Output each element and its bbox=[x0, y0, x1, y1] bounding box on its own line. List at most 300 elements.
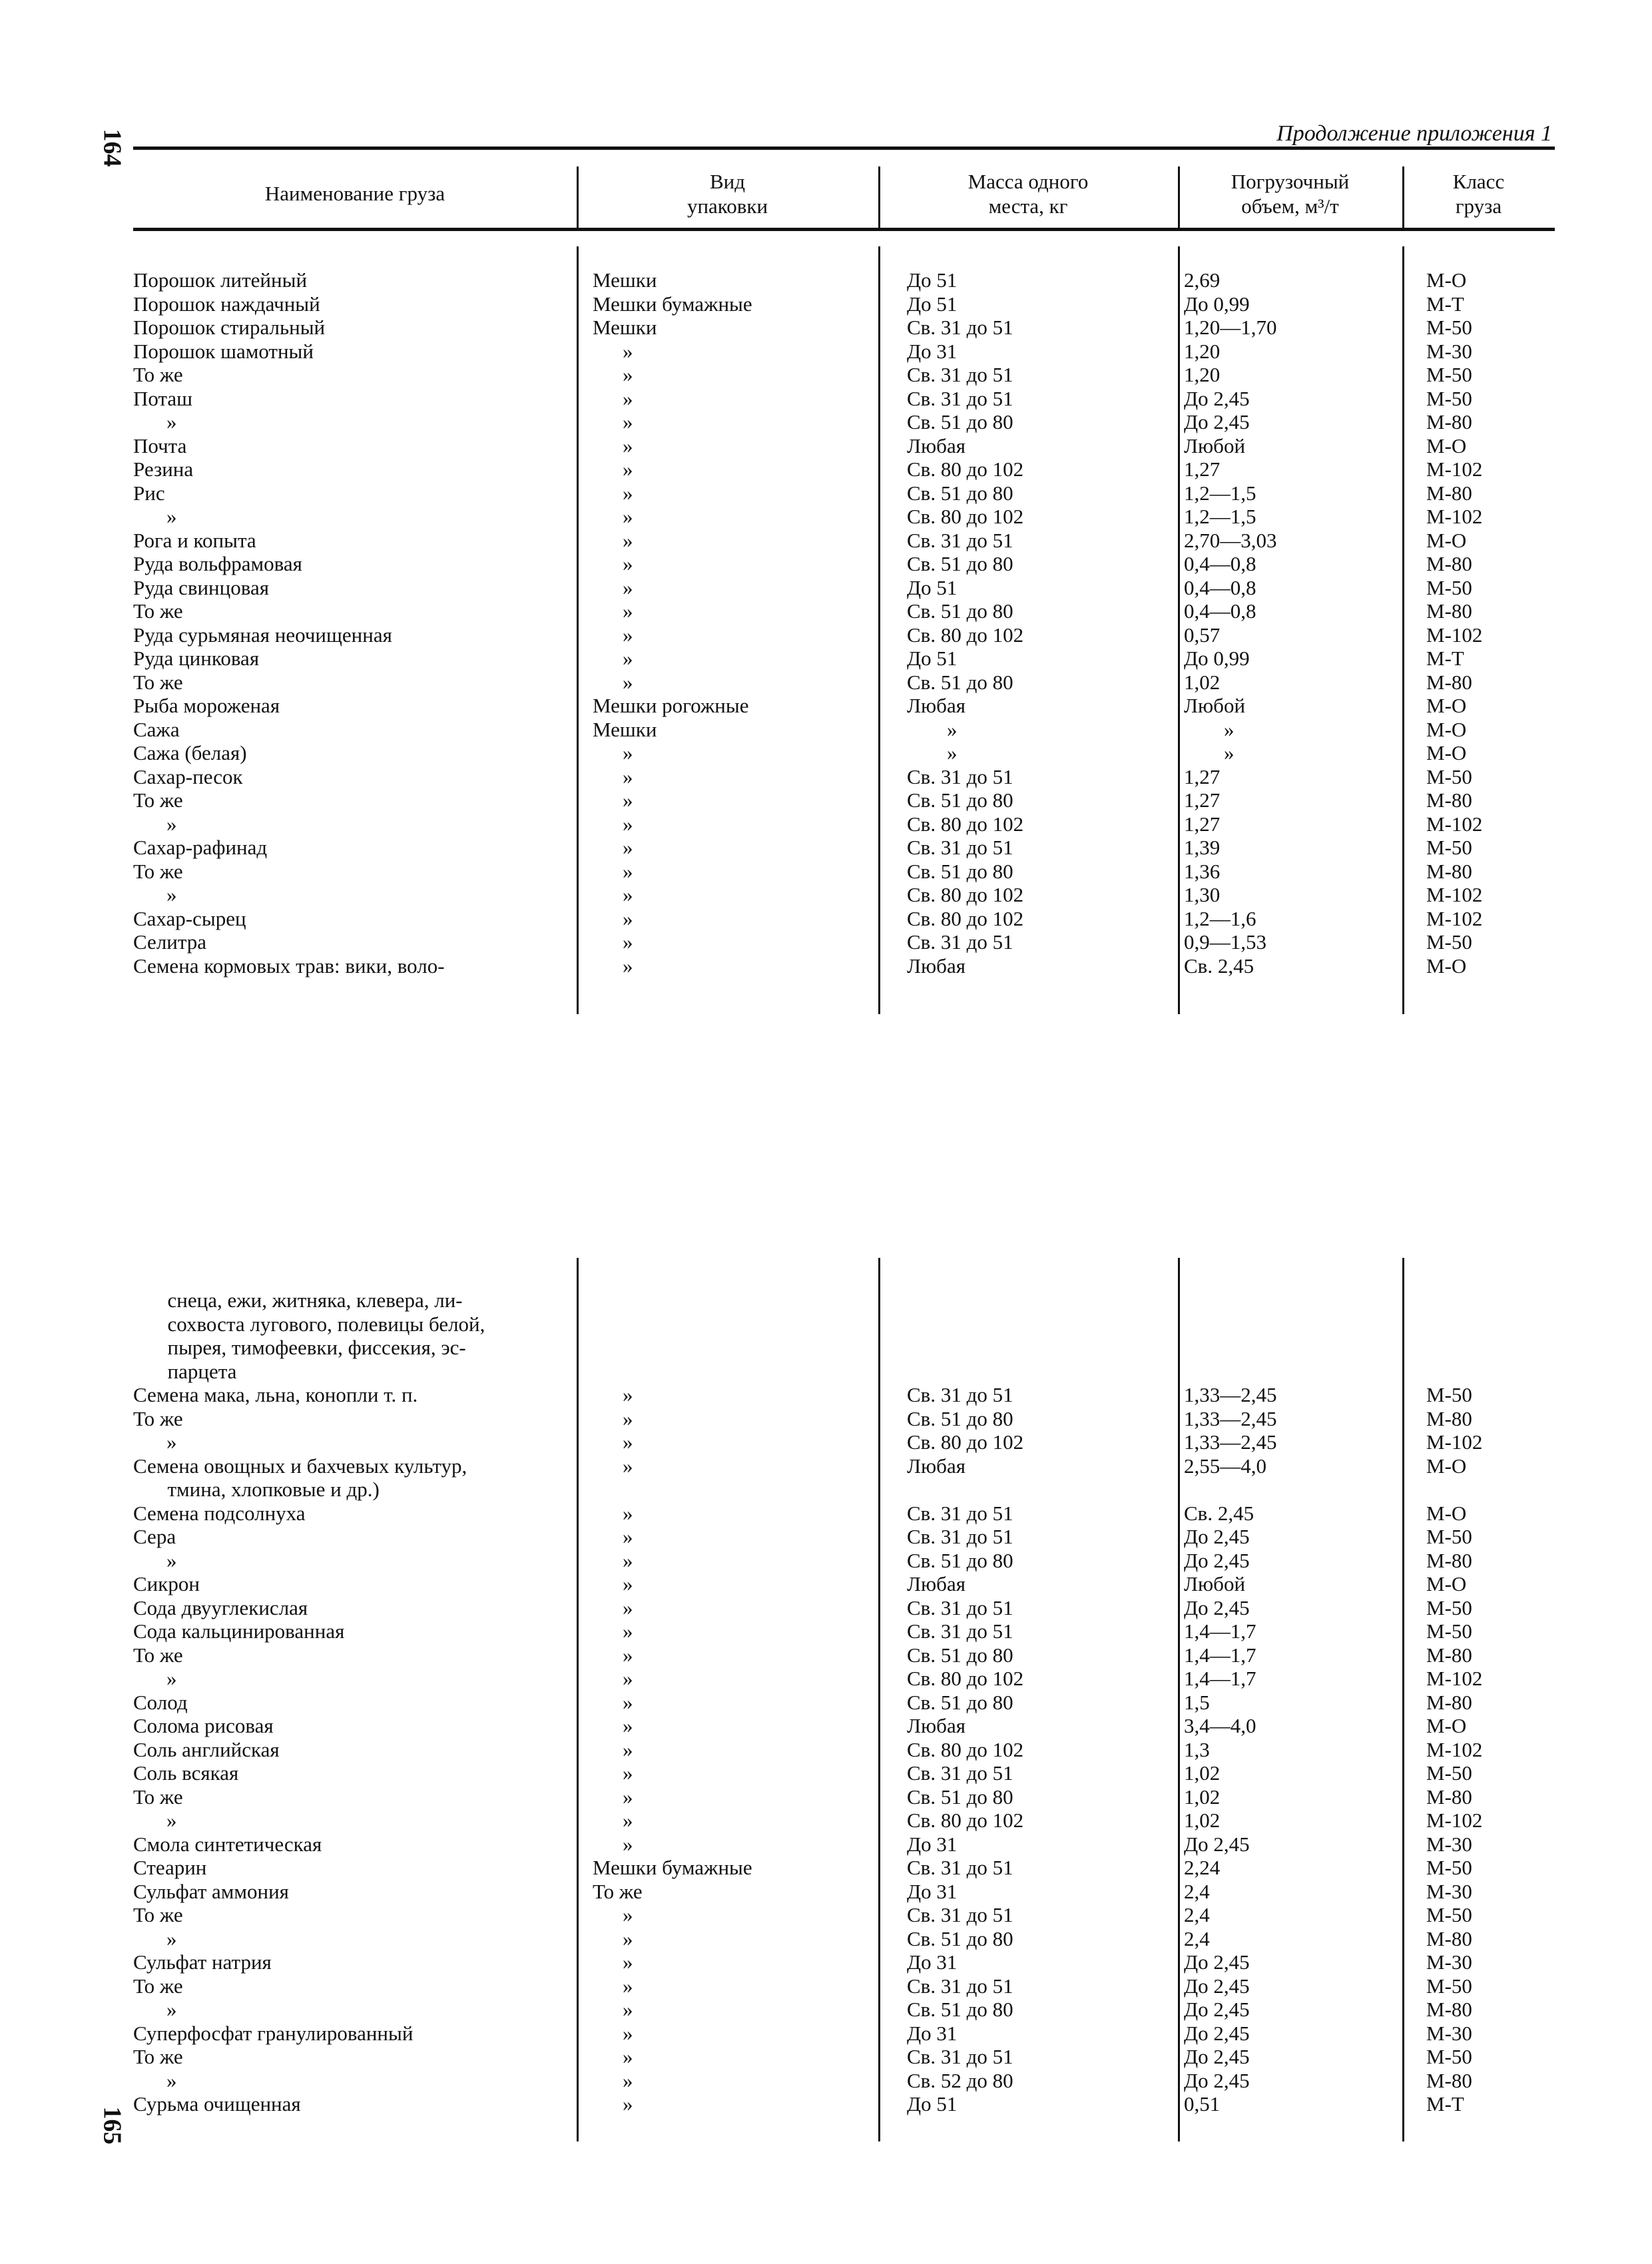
cell-packaging: » bbox=[623, 1809, 633, 1832]
cell-class: М-102 bbox=[1426, 1667, 1483, 1690]
header-text: груза bbox=[1455, 194, 1502, 218]
cell-packaging: » bbox=[623, 930, 633, 954]
cell-mass: Св. 80 до 102 bbox=[907, 812, 1024, 836]
cell-name: » bbox=[166, 1548, 177, 1572]
cell-mass: Св. 51 до 80 bbox=[907, 599, 1013, 623]
cell-mass: Св. 31 до 51 bbox=[907, 1619, 1013, 1643]
cell-mass: Св. 80 до 102 bbox=[907, 1809, 1024, 1832]
cell-volume: До 2,45 bbox=[1184, 1998, 1250, 2021]
cell-mass: Любая bbox=[907, 433, 965, 457]
cell-volume: 3,4—4,0 bbox=[1184, 1714, 1256, 1737]
cell-class: М-102 bbox=[1426, 1737, 1483, 1761]
cell-mass: Св. 80 до 102 bbox=[907, 1667, 1024, 1690]
cell-mass: Св. 51 до 80 bbox=[907, 1785, 1013, 1809]
cell-name: » bbox=[166, 1998, 177, 2021]
cell-volume: До 2,45 bbox=[1184, 386, 1250, 410]
cell-name: То же bbox=[133, 1406, 183, 1430]
column-divider bbox=[878, 166, 880, 228]
cell-volume: » bbox=[1224, 717, 1235, 741]
cell-name: Рога и копыта bbox=[133, 528, 256, 552]
cell-packaging: » bbox=[623, 433, 633, 457]
cell-name: Рис bbox=[133, 481, 165, 505]
cell-name: Порошок наждачный bbox=[133, 292, 320, 316]
cell-volume: 0,4—0,8 bbox=[1184, 599, 1256, 623]
cell-packaging: » bbox=[623, 2021, 633, 2045]
column-divider bbox=[1178, 166, 1180, 228]
cell-packaging: Мешки bbox=[593, 268, 657, 292]
cell-mass: » bbox=[947, 741, 958, 764]
cell-mass: Св. 31 до 51 bbox=[907, 316, 1013, 339]
cell-class: М-50 bbox=[1426, 1974, 1472, 1998]
cell-packaging: » bbox=[623, 647, 633, 670]
cell-class: М-30 bbox=[1426, 1950, 1472, 1974]
column-divider bbox=[1402, 1258, 1404, 2141]
cell-packaging: Мешки бумажные bbox=[593, 1856, 752, 1879]
cell-mass: Св. 51 до 80 bbox=[907, 670, 1013, 694]
cell-name: Семена подсолнуха bbox=[133, 1501, 306, 1525]
cell-mass: Любая bbox=[907, 1454, 965, 1478]
cell-mass: Любая bbox=[907, 1572, 965, 1595]
cell-class: М-80 bbox=[1426, 1406, 1472, 1430]
cell-mass: Св. 31 до 51 bbox=[907, 1595, 1013, 1619]
cell-packaging: » bbox=[623, 764, 633, 788]
cell-name: » bbox=[166, 1667, 177, 1690]
cell-class: М-102 bbox=[1426, 623, 1483, 647]
header-text: упаковки bbox=[687, 194, 768, 218]
cell-class: М-102 bbox=[1426, 505, 1483, 528]
cell-mass: Св. 31 до 51 bbox=[907, 836, 1013, 859]
cell-name: То же bbox=[133, 1903, 183, 1926]
cell-volume: 2,55—4,0 bbox=[1184, 1454, 1266, 1478]
cell-volume: 1,4—1,7 bbox=[1184, 1667, 1256, 1690]
cell-mass: До 51 bbox=[907, 647, 958, 670]
cell-mass: Св. 51 до 80 bbox=[907, 788, 1013, 812]
cell-name: Семена овощных и бахчевых культур, bbox=[133, 1454, 467, 1478]
cell-volume: 2,24 bbox=[1184, 1856, 1221, 1879]
cell-name: То же bbox=[133, 363, 183, 386]
cell-name: Сажа (белая) bbox=[133, 741, 247, 764]
cell-mass: Св. 31 до 51 bbox=[907, 1761, 1013, 1785]
cell-class: М-50 bbox=[1426, 316, 1472, 339]
cell-class: М-Т bbox=[1426, 292, 1464, 316]
cell-class: М-102 bbox=[1426, 883, 1483, 906]
cell-name: Поташ bbox=[133, 386, 193, 410]
cell-mass: Св. 51 до 80 bbox=[907, 552, 1013, 575]
header-text: места, кг bbox=[988, 194, 1068, 218]
cell-class: М-О bbox=[1426, 1454, 1467, 1478]
cell-volume: 2,4 bbox=[1184, 1879, 1210, 1903]
cell-volume: 0,9—1,53 bbox=[1184, 930, 1266, 954]
cell-name: То же bbox=[133, 599, 183, 623]
cell-packaging: » bbox=[623, 457, 633, 481]
cell-packaging: » bbox=[623, 1383, 633, 1406]
cell-name: Семена мака, льна, конопли т. п. bbox=[133, 1383, 418, 1406]
cell-class: М-102 bbox=[1426, 812, 1483, 836]
cell-name: парцета bbox=[157, 1359, 237, 1383]
cell-volume: 0,4—0,8 bbox=[1184, 552, 1256, 575]
cell-volume: 1,5 bbox=[1184, 1690, 1210, 1714]
cell-mass: До 31 bbox=[907, 1950, 958, 1974]
cell-volume: 1,02 bbox=[1184, 1785, 1221, 1809]
cell-class: М-50 bbox=[1426, 1856, 1472, 1879]
cell-class: М-80 bbox=[1426, 1643, 1472, 1667]
cell-packaging: » bbox=[623, 599, 633, 623]
cell-class: М-50 bbox=[1426, 386, 1472, 410]
column-divider bbox=[878, 246, 880, 1014]
cell-class: М-50 bbox=[1426, 575, 1472, 599]
cell-name: Сикрон bbox=[133, 1572, 200, 1595]
cell-volume: 1,20—1,70 bbox=[1184, 316, 1277, 339]
cell-mass: До 31 bbox=[907, 1879, 958, 1903]
cell-class: М-50 bbox=[1426, 1595, 1472, 1619]
cell-volume: 1,27 bbox=[1184, 788, 1221, 812]
cell-name: » bbox=[166, 505, 177, 528]
cell-volume: 1,20 bbox=[1184, 339, 1221, 363]
cell-class: М-50 bbox=[1426, 1619, 1472, 1643]
cell-volume: 1,36 bbox=[1184, 859, 1221, 883]
cell-volume: До 2,45 bbox=[1184, 410, 1250, 433]
cell-name: Семена кормовых трав: вики, воло- bbox=[133, 954, 445, 978]
cell-class: М-80 bbox=[1426, 1785, 1472, 1809]
cell-mass: Св. 31 до 51 bbox=[907, 1501, 1013, 1525]
cell-packaging: Мешки рогожные bbox=[593, 694, 749, 717]
cell-name: Порошок стиральный bbox=[133, 316, 326, 339]
cell-mass: Св. 80 до 102 bbox=[907, 1737, 1024, 1761]
cell-volume: 1,2—1,6 bbox=[1184, 906, 1256, 930]
cell-packaging: » bbox=[623, 1430, 633, 1454]
cell-mass: Св. 31 до 51 bbox=[907, 528, 1013, 552]
cell-class: М-80 bbox=[1426, 599, 1472, 623]
cell-volume: До 2,45 bbox=[1184, 2068, 1250, 2092]
cell-class: М-О bbox=[1426, 717, 1467, 741]
cell-mass: До 31 bbox=[907, 2021, 958, 2045]
cell-volume: До 2,45 bbox=[1184, 1832, 1250, 1856]
cell-packaging: » bbox=[623, 1832, 633, 1856]
cell-packaging: » bbox=[623, 1501, 633, 1525]
cell-packaging: » bbox=[623, 552, 633, 575]
cell-mass: Св. 31 до 51 bbox=[907, 764, 1013, 788]
cell-packaging: » bbox=[623, 906, 633, 930]
cell-class: М-О bbox=[1426, 528, 1467, 552]
cell-packaging: » bbox=[623, 410, 633, 433]
cell-volume: 2,4 bbox=[1184, 1926, 1210, 1950]
column-divider bbox=[577, 246, 579, 1014]
cell-name: То же bbox=[133, 1974, 183, 1998]
cell-volume: Любой bbox=[1184, 1572, 1246, 1595]
cell-name: Руда свинцовая bbox=[133, 575, 269, 599]
cell-volume: 2,4 bbox=[1184, 1903, 1210, 1926]
cell-class: М-50 bbox=[1426, 1903, 1472, 1926]
header-text: Масса одного bbox=[967, 170, 1089, 193]
header-top-rule bbox=[133, 146, 1555, 150]
cell-name: Сурьма очищенная bbox=[133, 2092, 301, 2116]
header-name bbox=[133, 181, 577, 206]
cell-volume: 1,02 bbox=[1184, 1809, 1221, 1832]
cell-class: М-102 bbox=[1426, 906, 1483, 930]
cell-class: М-50 bbox=[1426, 2045, 1472, 2068]
cell-volume: До 0,99 bbox=[1184, 647, 1250, 670]
cell-packaging: » bbox=[623, 1643, 633, 1667]
cell-class: М-30 bbox=[1426, 1879, 1472, 1903]
header-mass bbox=[878, 169, 1178, 218]
cell-class: М-30 bbox=[1426, 1832, 1472, 1856]
cell-packaging: Мешки bbox=[593, 717, 657, 741]
cell-class: М-102 bbox=[1426, 1430, 1483, 1454]
cell-packaging: » bbox=[623, 1454, 633, 1478]
cell-class: М-Т bbox=[1426, 647, 1464, 670]
cell-mass: До 31 bbox=[907, 1832, 958, 1856]
cell-volume: 1,33—2,45 bbox=[1184, 1406, 1277, 1430]
cell-packaging: » bbox=[623, 1903, 633, 1926]
cell-name: Руда вольфрамовая bbox=[133, 552, 302, 575]
cell-class: М-80 bbox=[1426, 1998, 1472, 2021]
cell-mass: До 51 bbox=[907, 2092, 958, 2116]
cell-mass: Св. 80 до 102 bbox=[907, 623, 1024, 647]
cell-name: пырея, тимофеевки, фиссекия, эс- bbox=[157, 1336, 466, 1359]
cell-class: М-80 bbox=[1426, 788, 1472, 812]
cell-class: М-80 bbox=[1426, 1548, 1472, 1572]
cell-class: М-50 bbox=[1426, 1761, 1472, 1785]
cell-volume: До 2,45 bbox=[1184, 2045, 1250, 2068]
cell-mass: До 51 bbox=[907, 292, 958, 316]
cell-name: Стеарин bbox=[133, 1856, 207, 1879]
cell-class: М-80 bbox=[1426, 2068, 1472, 2092]
cell-class: М-О bbox=[1426, 694, 1467, 717]
cell-volume: 0,4—0,8 bbox=[1184, 575, 1256, 599]
cell-class: М-80 bbox=[1426, 1926, 1472, 1950]
cell-packaging: » bbox=[623, 339, 633, 363]
header-name-text: Наименование груза bbox=[264, 182, 445, 205]
cell-packaging: » bbox=[623, 1714, 633, 1737]
cell-packaging: » bbox=[623, 954, 633, 978]
cell-name: Почта bbox=[133, 433, 187, 457]
cell-packaging: » bbox=[623, 670, 633, 694]
cell-mass: Св. 31 до 51 bbox=[907, 1383, 1013, 1406]
cell-name: То же bbox=[133, 670, 183, 694]
cell-packaging: » bbox=[623, 741, 633, 764]
cell-name: Смола синтетическая bbox=[133, 1832, 322, 1856]
column-divider bbox=[577, 1258, 579, 2141]
cell-mass: Св. 31 до 51 bbox=[907, 1974, 1013, 1998]
cell-class: М-О bbox=[1426, 433, 1467, 457]
header-class bbox=[1402, 169, 1555, 218]
cell-volume: 1,27 bbox=[1184, 812, 1221, 836]
cell-name: Суперфосфат гранулированный bbox=[133, 2021, 413, 2045]
cell-name: Руда сурьмяная неочищенная bbox=[133, 623, 392, 647]
cell-mass: Св. 52 до 80 bbox=[907, 2068, 1013, 2092]
cell-mass: Св. 80 до 102 bbox=[907, 457, 1024, 481]
column-divider bbox=[1178, 246, 1180, 1014]
cell-name: То же bbox=[133, 788, 183, 812]
cell-name: тмина, хлопковые и др.) bbox=[157, 1478, 380, 1501]
cell-mass: Св. 51 до 80 bbox=[907, 410, 1013, 433]
cell-packaging: » bbox=[623, 1761, 633, 1785]
cell-packaging: » bbox=[623, 1690, 633, 1714]
header-text: Вид bbox=[709, 170, 746, 193]
cell-class: М-О bbox=[1426, 1714, 1467, 1737]
cell-name: сохвоста лугового, полевицы белой, bbox=[157, 1312, 485, 1336]
cell-mass: Св. 51 до 80 bbox=[907, 859, 1013, 883]
cell-volume: 2,70—3,03 bbox=[1184, 528, 1277, 552]
cell-name: Солод bbox=[133, 1690, 188, 1714]
cell-class: М-О bbox=[1426, 1501, 1467, 1525]
cell-name: Сахар-песок bbox=[133, 764, 243, 788]
cell-name: То же bbox=[133, 1643, 183, 1667]
cell-volume: До 2,45 bbox=[1184, 1595, 1250, 1619]
cell-volume: 1,2—1,5 bbox=[1184, 505, 1256, 528]
cell-name: Сера bbox=[133, 1525, 176, 1548]
cell-name: » bbox=[166, 812, 177, 836]
header-packaging bbox=[577, 169, 878, 218]
cell-class: М-102 bbox=[1426, 457, 1483, 481]
header-text: Погрузочный bbox=[1231, 170, 1350, 193]
cell-volume: 1,33—2,45 bbox=[1184, 1383, 1277, 1406]
page-number-top: 164 bbox=[98, 129, 127, 167]
cell-volume: 1,2—1,5 bbox=[1184, 481, 1256, 505]
cell-mass: » bbox=[947, 717, 958, 741]
cell-mass: Св. 80 до 102 bbox=[907, 505, 1024, 528]
cell-name: » bbox=[166, 883, 177, 906]
cell-volume: До 2,45 bbox=[1184, 1950, 1250, 1974]
cell-volume: До 2,45 bbox=[1184, 1525, 1250, 1548]
cell-class: М-80 bbox=[1426, 481, 1472, 505]
cell-mass: Св. 51 до 80 bbox=[907, 1926, 1013, 1950]
cell-packaging: » bbox=[623, 363, 633, 386]
cell-volume: 0,51 bbox=[1184, 2092, 1221, 2116]
cell-name: Порошок шамотный bbox=[133, 339, 314, 363]
cell-volume: 1,33—2,45 bbox=[1184, 1430, 1277, 1454]
continuation-title: Продолжение приложения 1 bbox=[1276, 121, 1552, 146]
cell-volume: 1,39 bbox=[1184, 836, 1221, 859]
cell-volume: Св. 2,45 bbox=[1184, 954, 1254, 978]
cell-packaging: » bbox=[623, 1548, 633, 1572]
cell-mass: До 51 bbox=[907, 268, 958, 292]
cell-packaging: » bbox=[623, 386, 633, 410]
cell-mass: Св. 80 до 102 bbox=[907, 906, 1024, 930]
cell-mass: Св. 80 до 102 bbox=[907, 1430, 1024, 1454]
cell-name: Солома рисовая bbox=[133, 1714, 274, 1737]
cell-mass: Св. 31 до 51 bbox=[907, 363, 1013, 386]
cell-packaging: » bbox=[623, 1572, 633, 1595]
cell-name: » bbox=[166, 1926, 177, 1950]
cell-name: То же bbox=[133, 859, 183, 883]
cell-packaging: » bbox=[623, 2045, 633, 2068]
cell-packaging: » bbox=[623, 2092, 633, 2116]
cell-mass: Св. 51 до 80 bbox=[907, 481, 1013, 505]
cell-name: Руда цинковая bbox=[133, 647, 260, 670]
cell-packaging: » bbox=[623, 812, 633, 836]
cell-name: Сажа bbox=[133, 717, 180, 741]
cell-packaging: » bbox=[623, 1926, 633, 1950]
cell-volume: До 2,45 bbox=[1184, 2021, 1250, 2045]
cell-packaging: » bbox=[623, 859, 633, 883]
cell-packaging: » bbox=[623, 1619, 633, 1643]
cell-name: Селитра bbox=[133, 930, 207, 954]
cell-mass: Св. 31 до 51 bbox=[907, 1903, 1013, 1926]
cell-name: » bbox=[166, 1430, 177, 1454]
cell-name: » bbox=[166, 1809, 177, 1832]
cell-volume: 1,02 bbox=[1184, 1761, 1221, 1785]
cell-class: М-80 bbox=[1426, 1690, 1472, 1714]
header-volume bbox=[1178, 169, 1402, 218]
cell-class: М-80 bbox=[1426, 552, 1472, 575]
column-divider bbox=[1178, 1258, 1180, 2141]
cell-class: М-50 bbox=[1426, 764, 1472, 788]
cell-volume: Любой bbox=[1184, 694, 1246, 717]
cell-class: М-50 bbox=[1426, 930, 1472, 954]
cell-name: Соль всякая bbox=[133, 1761, 239, 1785]
cell-name: » bbox=[166, 410, 177, 433]
cell-class: М-50 bbox=[1426, 1383, 1472, 1406]
cell-packaging: » bbox=[623, 2068, 633, 2092]
cell-mass: Св. 51 до 80 bbox=[907, 1406, 1013, 1430]
cell-name: Порошок литейный bbox=[133, 268, 308, 292]
cell-class: М-50 bbox=[1426, 836, 1472, 859]
cell-packaging: » bbox=[623, 528, 633, 552]
column-divider bbox=[878, 1258, 880, 2141]
cell-class: М-О bbox=[1426, 741, 1467, 764]
cell-volume: Св. 2,45 bbox=[1184, 1501, 1254, 1525]
cell-name: Сахар-рафинад bbox=[133, 836, 268, 859]
cell-volume: 1,4—1,7 bbox=[1184, 1643, 1256, 1667]
cell-name: Соль английская bbox=[133, 1737, 280, 1761]
cell-class: М-80 bbox=[1426, 410, 1472, 433]
cell-packaging: » bbox=[623, 883, 633, 906]
cell-name: Сахар-сырец bbox=[133, 906, 246, 930]
header-bottom-rule bbox=[133, 228, 1555, 231]
cell-mass: Св. 51 до 80 bbox=[907, 1690, 1013, 1714]
cell-name: » bbox=[166, 2068, 177, 2092]
cell-packaging: » bbox=[623, 1998, 633, 2021]
cell-class: М-80 bbox=[1426, 670, 1472, 694]
cell-packaging: Мешки бумажные bbox=[593, 292, 752, 316]
cell-volume: 1,4—1,7 bbox=[1184, 1619, 1256, 1643]
cell-packaging: » bbox=[623, 1667, 633, 1690]
cell-mass: Любая bbox=[907, 694, 965, 717]
cell-packaging: » bbox=[623, 1406, 633, 1430]
cell-volume: До 2,45 bbox=[1184, 1974, 1250, 1998]
cell-mass: Св. 31 до 51 bbox=[907, 930, 1013, 954]
cell-class: М-30 bbox=[1426, 339, 1472, 363]
cell-name: То же bbox=[133, 2045, 183, 2068]
cell-class: М-30 bbox=[1426, 2021, 1472, 2045]
cell-packaging: » bbox=[623, 575, 633, 599]
cell-volume: 2,69 bbox=[1184, 268, 1221, 292]
cell-class: М-50 bbox=[1426, 1525, 1472, 1548]
cell-packaging: » bbox=[623, 1737, 633, 1761]
cell-volume: 1,27 bbox=[1184, 764, 1221, 788]
cell-volume: 1,20 bbox=[1184, 363, 1221, 386]
cell-mass: Св. 31 до 51 bbox=[907, 1856, 1013, 1879]
cell-name: Сульфат натрия bbox=[133, 1950, 272, 1974]
header-text: Класс bbox=[1452, 170, 1505, 193]
cell-volume: 1,02 bbox=[1184, 670, 1221, 694]
cell-packaging: » bbox=[623, 1974, 633, 1998]
header-text: объем, м³/т bbox=[1241, 194, 1339, 218]
cell-volume: 0,57 bbox=[1184, 623, 1221, 647]
cell-name: Сульфат аммония bbox=[133, 1879, 289, 1903]
cell-packaging: » bbox=[623, 623, 633, 647]
cell-class: М-80 bbox=[1426, 859, 1472, 883]
cell-class: М-О bbox=[1426, 1572, 1467, 1595]
cell-mass: Св. 51 до 80 bbox=[907, 1998, 1013, 2021]
page-number-bottom: 165 bbox=[98, 2106, 127, 2145]
column-divider bbox=[1402, 246, 1404, 1014]
cell-mass: До 51 bbox=[907, 575, 958, 599]
cell-volume: 1,27 bbox=[1184, 457, 1221, 481]
cell-packaging: » bbox=[623, 505, 633, 528]
cell-packaging: » bbox=[623, 481, 633, 505]
